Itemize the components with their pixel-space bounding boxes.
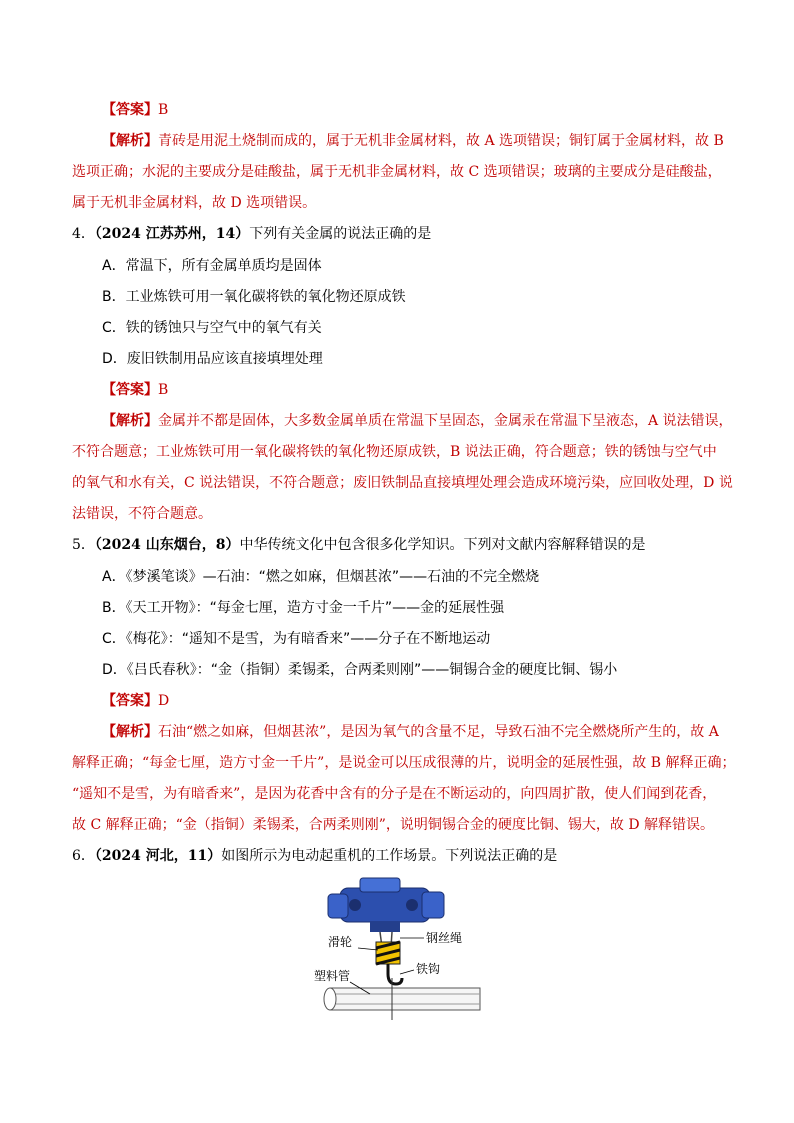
crane-figure [300, 870, 530, 1030]
plastic-pipe [324, 978, 480, 1020]
pulley-label: 滑轮 [328, 935, 353, 949]
q4-option-a: A．常温下，所有金属单质均是固体 [102, 258, 322, 274]
answer-tag: 【答案】 [102, 693, 158, 709]
question-text: 中华传统文化中包含很多化学知识。下列对文献内容解释错误的是 [239, 537, 646, 553]
q3-answer-line [102, 100, 168, 120]
wire-label: 钢丝绳 [426, 931, 463, 945]
crane-illustration [300, 870, 530, 1030]
q5-analysis-line-1: 【解析】石油“燃之如麻，但烟甚浓”，是因为氧气的含量不足，导致石油不完全燃烧所产生的，故 A [102, 724, 719, 740]
question-text: 下列有关金属的说法正确的是 [249, 226, 432, 242]
q4-analysis-line-3: 的氧气和水有关，C 说法错误，不符合题意；废旧铁制品直接填埋处理会造成环境污染，应回收处理，D 说 [72, 475, 733, 491]
q5-stem [72, 535, 646, 555]
answer-value: D [158, 693, 170, 709]
q5-analysis-line-2: 解释正确；“每金七厘，造方寸金一千片”，是说金可以压成很薄的片，说明金的延展性强，故 B 解释正确； [72, 755, 736, 771]
answer-tag: 【答案】 [102, 382, 158, 398]
answer-value: B [158, 382, 169, 398]
q4-option-c: C．铁的锈蚀只与空气中的氧气有关 [102, 320, 322, 336]
question-number: 4． [72, 226, 95, 242]
q4-analysis-line-4: 法错误，不符合题意。 [72, 506, 212, 522]
question-number: 5． [72, 537, 95, 553]
q5-analysis-line-4: 故 C 解释正确；“金（指铜）柔锡柔，合两柔则刚”，说明铜锡合金的硬度比铜、锡大，故 D 解释错误。 [72, 817, 715, 833]
q5-option-d: D．《吕氏春秋》：“金（指铜）柔锡柔，合两柔则刚”——铜锡合金的硬度比铜、锡小 [102, 662, 618, 678]
q5-option-b: B．《天工开物》：“每金七厘，造方寸金一千片”——金的延展性强 [102, 600, 505, 616]
question-source: （2024 山东烟台，8） [94, 537, 240, 553]
analysis-tag: 【解析】 [102, 724, 158, 740]
pipe-label: 塑料管 [314, 969, 351, 983]
q5-analysis-line-3: “遥知不是雪，为有暗香来”，是因为花香中含有的分子是在不断运动的，向四周扩散，使人们闻到花香， [72, 786, 717, 802]
iron-hook [388, 964, 402, 984]
q5-option-c: C．《梅花》：“遥知不是雪，为有暗香来”——分子在不断地运动 [102, 631, 491, 647]
q4-analysis-line-1: 【解析】金属并不都是固体，大多数金属单质在常温下呈固态，金属汞在常温下呈液态，A 说法错误， [102, 413, 733, 429]
answer-value: B [158, 102, 169, 118]
question-number: 6． [72, 848, 95, 864]
q4-option-b: B．工业炼铁可用一氧化碳将铁的氧化物还原成铁 [102, 289, 406, 305]
q4-option-d: D．废旧铁制用品应该直接填埋处理 [102, 351, 323, 367]
analysis-tag: 【解析】 [102, 413, 158, 429]
pulley-block [376, 942, 400, 964]
q4-stem [72, 224, 431, 244]
q5-option-a: A．《梦溪笔谈》—石油：“燃之如麻，但烟甚浓”——石油的不完全燃烧 [102, 569, 540, 585]
question-source: （2024 江苏苏州，14） [94, 226, 250, 242]
q3-analysis-line-3: 属于无机非金属材料，故 D 选项错误。 [72, 195, 317, 211]
q3-analysis-line-1: 【解析】青砖是用泥土烧制而成的，属于无机非金属材料，故 A 选项错误；铜钉属于金属材料，故 B [102, 133, 724, 149]
answer-tag: 【答案】 [102, 102, 158, 118]
analysis-tag: 【解析】 [102, 133, 158, 149]
hook-label: 铁钩 [416, 962, 441, 976]
q3-analysis-line-2: 选项正确；水泥的主要成分是硅酸盐，属于无机非金属材料，故 C 选项错误；玻璃的主要成分是硅酸盐， [72, 164, 722, 180]
q5-answer-line [102, 691, 169, 711]
crane-motor [328, 878, 444, 932]
q4-analysis-line-2: 不符合题意；工业炼铁可用一氧化碳将铁的氧化物还原成铁，B 说法正确，符合题意；铁的锈蚀与空气中 [72, 444, 717, 460]
q6-stem [72, 846, 557, 866]
question-source: （2024 河北，11） [94, 848, 222, 864]
question-text: 如图所示为电动起重机的工作场景。下列说法正确的是 [221, 848, 558, 864]
q4-answer-line [102, 380, 168, 400]
